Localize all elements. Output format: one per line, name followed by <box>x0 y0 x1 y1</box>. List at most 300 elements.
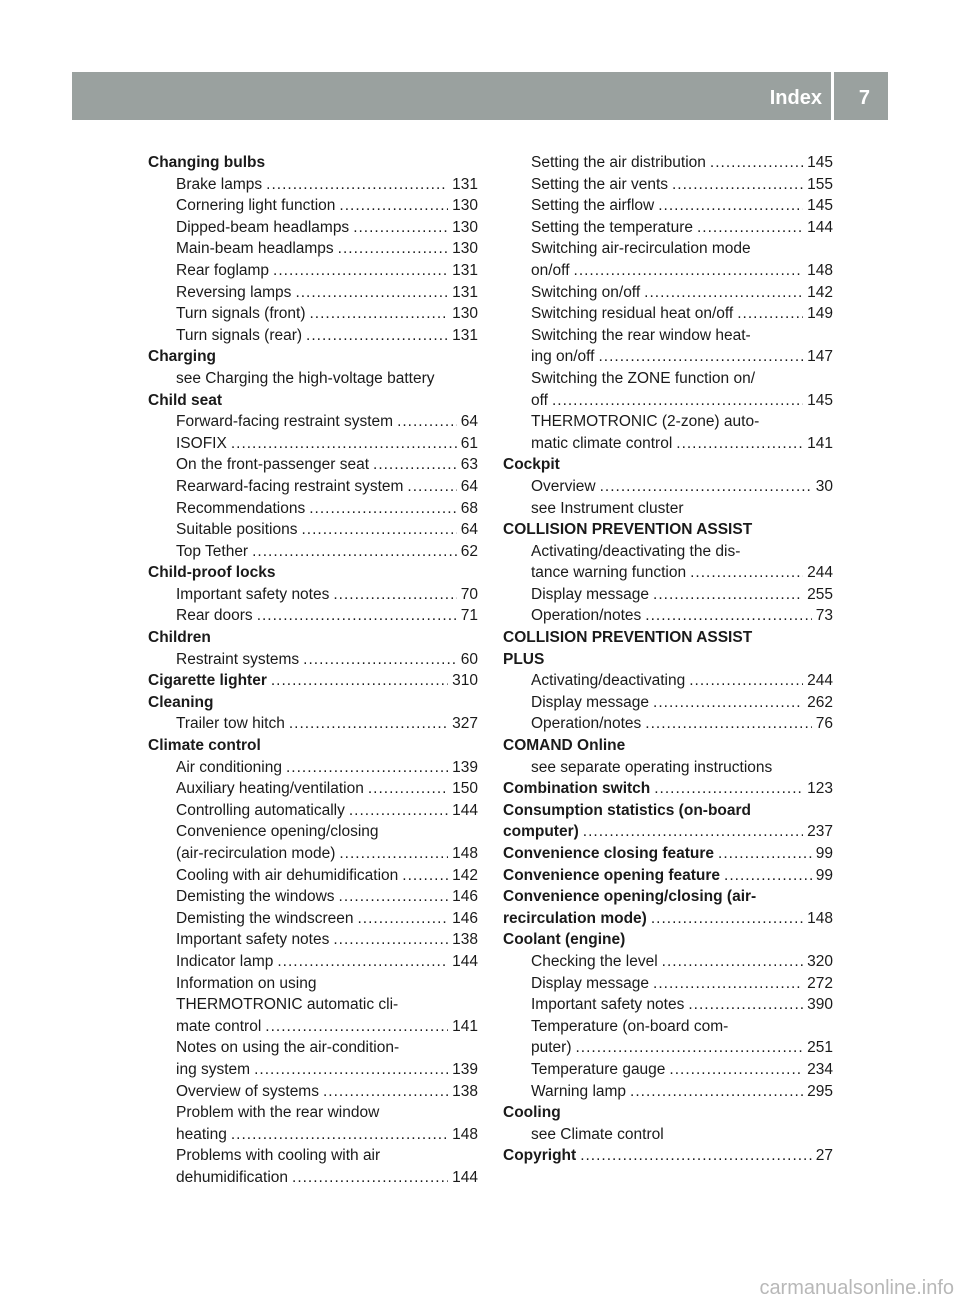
dot-leader <box>271 670 448 692</box>
entry-label: Setting the air vents <box>531 175 668 193</box>
entry-label: Recommendations <box>176 499 306 517</box>
index-entry <box>148 346 478 368</box>
entry-label: Display message <box>531 974 650 992</box>
dot-leader <box>644 282 803 304</box>
index-subentry <box>503 994 833 1016</box>
index-entry <box>503 929 833 951</box>
entry-page-number: 123 <box>807 780 833 798</box>
dot-leader <box>339 843 448 865</box>
entry-label: Switching residual heat on/off <box>531 305 734 323</box>
entry-label: Convenience opening/closing (air- <box>503 888 757 906</box>
entry-page-number: 131 <box>452 175 478 193</box>
entry-label: Reversing lamps <box>176 283 292 301</box>
entry-page-number: 244 <box>807 672 833 690</box>
index-entry <box>503 843 833 865</box>
dot-leader <box>373 454 457 476</box>
dot-leader <box>580 1145 812 1167</box>
dot-leader <box>323 1081 448 1103</box>
entry-label: Important safety notes <box>176 585 330 603</box>
dot-leader <box>724 865 812 887</box>
dot-leader <box>273 260 448 282</box>
entry-page-number: 146 <box>452 888 478 906</box>
entry-page-number: 148 <box>452 1125 478 1143</box>
index-subentry <box>148 994 478 1016</box>
index-subentry <box>503 195 833 217</box>
entry-label: Dipped-beam headlamps <box>176 218 350 236</box>
entry-label: Child seat <box>148 391 223 409</box>
entry-label: Demisting the windows <box>176 888 335 906</box>
entry-label: Display message <box>531 693 650 711</box>
entry-label: recirculation mode) <box>503 909 647 927</box>
index-subentry <box>503 584 833 606</box>
entry-label: Consumption statistics (on-board <box>503 801 751 819</box>
entry-label: COMAND Online <box>503 737 626 755</box>
index-subentry <box>503 973 833 995</box>
entry-label: Switching the ZONE function on/ <box>531 369 756 387</box>
entry-page-number: 237 <box>807 823 833 841</box>
entry-label: ISOFIX <box>176 434 227 452</box>
entry-page-number: 138 <box>452 1082 478 1100</box>
index-subentry <box>148 1037 478 1059</box>
entry-label: Demisting the windscreen <box>176 909 354 927</box>
dot-leader <box>306 325 448 347</box>
dot-leader <box>662 951 803 973</box>
entry-label: off <box>531 391 548 409</box>
index-subentry <box>148 498 478 520</box>
page-number: 7 <box>858 87 870 109</box>
entry-page-number: 327 <box>452 715 478 733</box>
index-subentry <box>503 303 833 325</box>
entry-page-number: 139 <box>452 1060 478 1078</box>
entry-page-number: 144 <box>452 1168 478 1186</box>
index-subentry <box>503 238 833 260</box>
dot-leader <box>339 195 448 217</box>
dot-leader <box>653 692 803 714</box>
dot-leader <box>303 649 457 671</box>
dot-leader <box>690 562 803 584</box>
entry-page-number: 130 <box>452 240 478 258</box>
index-entry <box>503 908 833 930</box>
entry-label: Air conditioning <box>176 758 282 776</box>
entry-page-number: 155 <box>807 175 833 193</box>
entry-label: Notes on using the air-condition- <box>176 1039 400 1057</box>
entry-label: Setting the temperature <box>531 218 693 236</box>
index-column-left <box>148 152 478 1189</box>
entry-page-number: 130 <box>452 305 478 323</box>
entry-label: Suitable positions <box>176 521 298 539</box>
entry-page-number: 131 <box>452 261 478 279</box>
index-subentry <box>503 1016 833 1038</box>
entry-label: Trailer tow hitch <box>176 715 285 733</box>
entry-page-number: 244 <box>807 564 833 582</box>
entry-page-number: 139 <box>452 758 478 776</box>
entry-page-number: 144 <box>452 801 478 819</box>
entry-page-number: 138 <box>452 931 478 949</box>
index-entry <box>148 692 478 714</box>
index-subentry <box>503 260 833 282</box>
entry-page-number: 148 <box>807 261 833 279</box>
entry-page-number: 251 <box>807 1039 833 1057</box>
entry-page-number: 142 <box>452 866 478 884</box>
entry-label: Controlling automatically <box>176 801 345 819</box>
entry-page-number: 64 <box>460 477 478 495</box>
entry-label: Switching air-recirculation mode <box>531 240 751 258</box>
entry-label: Cleaning <box>148 693 214 711</box>
entry-label: Main-beam headlamps <box>176 240 334 258</box>
index-subentry <box>148 886 478 908</box>
index-subentry <box>148 865 478 887</box>
index-subentry <box>503 713 833 735</box>
entry-label: Turn signals (front) <box>176 305 306 323</box>
index-entry <box>503 886 833 908</box>
entry-page-number: 71 <box>460 607 478 625</box>
index-subentry <box>503 757 833 779</box>
entry-label: COLLISION PREVENTION ASSIST <box>503 629 753 647</box>
entry-label: puter) <box>531 1039 572 1057</box>
index-subentry <box>503 217 833 239</box>
entry-label: Temperature gauge <box>531 1060 666 1078</box>
index-subentry <box>503 390 833 412</box>
index-subentry <box>148 325 478 347</box>
index-subentry <box>148 260 478 282</box>
dot-leader <box>310 303 449 325</box>
entry-page-number: 145 <box>807 391 833 409</box>
entry-page-number: 295 <box>807 1082 833 1100</box>
dot-leader <box>718 843 812 865</box>
index-subentry <box>148 1059 478 1081</box>
dot-leader <box>333 584 456 606</box>
dot-leader <box>292 1167 448 1189</box>
entry-label: Convenience opening/closing <box>176 823 379 841</box>
index-subentry <box>148 649 478 671</box>
index-entry <box>503 735 833 757</box>
entry-label: COLLISION PREVENTION ASSIST <box>503 521 753 539</box>
index-subentry <box>503 562 833 584</box>
entry-page-number: 63 <box>460 456 478 474</box>
entry-page-number: 60 <box>460 650 478 668</box>
entry-page-number: 144 <box>807 218 833 236</box>
entry-page-number: 149 <box>807 305 833 323</box>
entry-label: Temperature (on-board com- <box>531 1017 729 1035</box>
entry-page-number: 145 <box>807 154 833 171</box>
entry-page-number: 141 <box>807 434 833 452</box>
dot-leader <box>295 282 448 304</box>
dot-leader <box>257 605 457 627</box>
entry-label: Setting the airflow <box>531 197 655 215</box>
dot-leader <box>277 951 448 973</box>
index-subentry <box>503 174 833 196</box>
dot-leader <box>676 433 803 455</box>
dot-leader <box>689 670 803 692</box>
index-subentry <box>503 541 833 563</box>
entry-page-number: 272 <box>807 974 833 992</box>
entry-label: Charging <box>148 348 217 366</box>
entry-label: Brake lamps <box>176 175 263 193</box>
entry-label: Warning lamp <box>531 1082 627 1100</box>
index-subentry <box>148 800 478 822</box>
entry-page-number: 142 <box>807 283 833 301</box>
index-entry <box>148 735 478 757</box>
index-entry <box>148 562 478 584</box>
entry-label: Cooling with air dehumidification <box>176 866 399 884</box>
index-column-right <box>503 152 833 1167</box>
entry-page-number: 99 <box>815 845 833 862</box>
dot-leader <box>397 411 457 433</box>
entry-page-number: 62 <box>460 542 478 560</box>
entry-page-number: 262 <box>807 693 833 711</box>
entry-label: ing system <box>176 1060 251 1078</box>
index-entry <box>148 670 478 692</box>
index-entry <box>503 519 833 541</box>
watermark: carmanualsonline.info <box>759 1277 954 1299</box>
dot-leader <box>658 195 803 217</box>
index-subentry <box>148 1167 478 1189</box>
index-entry <box>503 1145 833 1167</box>
index-subentry <box>148 1124 478 1146</box>
index-subentry <box>148 843 478 865</box>
index-subentry <box>148 519 478 541</box>
index-subentry <box>148 174 478 196</box>
entry-label: Cockpit <box>503 456 560 474</box>
entry-label: tance warning function <box>531 564 687 582</box>
dot-leader <box>576 1037 804 1059</box>
entry-label: Checking the level <box>531 952 658 970</box>
dot-leader <box>265 1016 448 1038</box>
index-subentry <box>148 454 478 476</box>
entry-label: Cigarette lighter <box>148 672 267 690</box>
entry-label: Convenience closing feature <box>503 845 715 862</box>
dot-leader <box>583 821 803 843</box>
index-subentry <box>503 411 833 433</box>
entry-label: Climate control <box>148 737 261 755</box>
index-subentry <box>148 476 478 498</box>
entry-page-number: 390 <box>807 996 833 1014</box>
index-subentry <box>503 433 833 455</box>
entry-label: Important safety notes <box>531 996 685 1014</box>
index-subentry <box>503 1037 833 1059</box>
entry-label: Important safety notes <box>176 931 330 949</box>
index-entry <box>503 627 833 649</box>
entry-label: Cornering light function <box>176 197 336 215</box>
entry-page-number: 64 <box>460 521 478 539</box>
entry-label: heating <box>176 1125 227 1143</box>
dot-leader <box>697 217 803 239</box>
index-subentry <box>503 152 833 174</box>
index-subentry <box>148 411 478 433</box>
dot-leader <box>599 346 804 368</box>
entry-label: Problem with the rear window <box>176 1104 380 1122</box>
entry-page-number: 150 <box>452 780 478 798</box>
index-entry <box>503 778 833 800</box>
index-subentry <box>148 1081 478 1103</box>
index-subentry <box>503 670 833 692</box>
entry-label: Rear foglamp <box>176 261 270 279</box>
index-subentry <box>503 1059 833 1081</box>
entry-page-number: 130 <box>452 197 478 215</box>
entry-label: dehumidification <box>176 1168 289 1186</box>
index-subentry <box>148 908 478 930</box>
entry-label: Cooling <box>503 1104 561 1122</box>
dot-leader <box>669 1059 803 1081</box>
dot-leader <box>552 390 803 412</box>
entry-label: On the front-passenger seat <box>176 456 370 474</box>
index-entry <box>503 649 833 671</box>
index-subentry <box>148 303 478 325</box>
index-subentry <box>148 1102 478 1124</box>
entry-label: Information on using <box>176 974 317 992</box>
dot-leader <box>254 1059 448 1081</box>
index-subentry <box>148 282 478 304</box>
entry-label: THERMOTRONIC (2-zone) auto- <box>531 413 760 431</box>
dot-leader <box>645 605 811 627</box>
header-divider <box>831 72 834 120</box>
entry-label: Overview of systems <box>176 1082 319 1100</box>
entry-label: Activating/deactivating <box>531 672 686 690</box>
entry-page-number: 146 <box>452 909 478 927</box>
dot-leader <box>309 498 457 520</box>
entry-label: PLUS <box>503 650 545 668</box>
entry-label: Children <box>148 629 211 647</box>
index-subentry <box>148 541 478 563</box>
entry-label: (air-recirculation mode) <box>176 845 336 862</box>
index-subentry <box>148 1145 478 1167</box>
dot-leader <box>339 886 449 908</box>
index-subentry <box>503 325 833 347</box>
entry-label: Turn signals (rear) <box>176 326 303 344</box>
index-subentry <box>148 929 478 951</box>
entry-page-number: 30 <box>815 477 833 495</box>
index-entry <box>503 454 833 476</box>
entry-label: Changing bulbs <box>148 154 266 171</box>
dot-leader <box>574 260 804 282</box>
index-subentry <box>148 973 478 995</box>
entry-label: Auxiliary heating/ventilation <box>176 780 364 798</box>
index-subentry <box>503 368 833 390</box>
entry-label: Problems with cooling with air <box>176 1147 381 1165</box>
entry-label: Setting the air distribution <box>531 154 706 171</box>
entry-label: Copyright <box>503 1147 577 1165</box>
dot-leader <box>252 541 457 563</box>
entry-page-number: 310 <box>452 672 478 690</box>
index-subentry <box>503 951 833 973</box>
index-subentry <box>503 1124 833 1146</box>
entry-label: Forward-facing restraint system <box>176 413 394 431</box>
dot-leader <box>231 433 457 455</box>
index-subentry <box>148 433 478 455</box>
entry-label: matic climate control <box>531 434 673 452</box>
index-subentry <box>148 1016 478 1038</box>
dot-leader <box>402 865 448 887</box>
index-subentry <box>148 821 478 843</box>
entry-label: Display message <box>531 585 650 603</box>
dot-leader <box>333 929 448 951</box>
entry-page-number: 76 <box>815 715 833 733</box>
dot-leader <box>710 152 803 174</box>
index-subentry <box>148 713 478 735</box>
entry-label: Child-proof locks <box>148 564 276 582</box>
entry-page-number: 70 <box>460 585 478 603</box>
entry-page-number: 144 <box>452 952 478 970</box>
index-entry <box>503 1102 833 1124</box>
index-subentry <box>148 217 478 239</box>
index-entry <box>503 821 833 843</box>
dot-leader <box>672 174 803 196</box>
entry-label: ing on/off <box>531 348 595 366</box>
entry-label: Activating/deactivating the dis- <box>531 542 741 560</box>
entry-page-number: 27 <box>815 1147 833 1165</box>
dot-leader <box>737 303 803 325</box>
index-subentry <box>148 605 478 627</box>
entry-page-number: 64 <box>460 413 478 431</box>
entry-label: Operation/notes <box>531 715 642 733</box>
entry-label: mate control <box>176 1017 262 1035</box>
index-subentry <box>148 368 478 390</box>
dot-leader <box>357 908 448 930</box>
entry-label: Top Tether <box>176 542 249 560</box>
entry-page-number: 255 <box>807 585 833 603</box>
dot-leader <box>353 217 448 239</box>
entry-label: on/off <box>531 261 570 279</box>
entry-label: Combination switch <box>503 780 651 798</box>
index-entry <box>148 152 478 174</box>
dot-leader <box>349 800 448 822</box>
index-subentry <box>503 1081 833 1103</box>
index-subentry <box>503 692 833 714</box>
dot-leader <box>286 757 448 779</box>
entry-page-number: 320 <box>807 952 833 970</box>
entry-label: see Charging the high-voltage battery <box>176 369 435 387</box>
entry-page-number: 141 <box>452 1017 478 1035</box>
dot-leader <box>302 519 457 541</box>
index-subentry <box>148 778 478 800</box>
entry-label: Overview <box>531 477 596 495</box>
index-subentry <box>148 238 478 260</box>
entry-page-number: 131 <box>452 283 478 301</box>
entry-label: Restraint systems <box>176 650 300 668</box>
entry-label: see Instrument cluster <box>531 499 684 517</box>
entry-label: Rear doors <box>176 607 253 625</box>
entry-label: see separate operating instructions <box>531 758 773 776</box>
dot-leader <box>688 994 803 1016</box>
entry-label: Switching on/off <box>531 283 641 301</box>
dot-leader <box>630 1081 803 1103</box>
page-header <box>72 72 888 120</box>
index-entry <box>503 800 833 822</box>
entry-page-number: 68 <box>460 499 478 517</box>
index-entry <box>148 390 478 412</box>
entry-page-number: 130 <box>452 218 478 236</box>
dot-leader <box>231 1124 448 1146</box>
entry-label: Switching the rear window heat- <box>531 326 751 344</box>
entry-page-number: 148 <box>807 909 833 927</box>
entry-page-number: 73 <box>815 607 833 625</box>
dot-leader <box>289 713 448 735</box>
dot-leader <box>653 973 803 995</box>
dot-leader <box>645 713 811 735</box>
entry-page-number: 147 <box>807 348 833 366</box>
index-subentry <box>148 951 478 973</box>
entry-label: Indicator lamp <box>176 952 274 970</box>
section-title: Index <box>769 87 822 109</box>
entry-label: computer) <box>503 823 579 841</box>
entry-page-number: 131 <box>452 326 478 344</box>
index-subentry <box>503 605 833 627</box>
index-subentry <box>503 282 833 304</box>
entry-page-number: 61 <box>460 434 478 452</box>
index-entry <box>148 627 478 649</box>
entry-label: Operation/notes <box>531 607 642 625</box>
entry-page-number: 148 <box>452 845 478 862</box>
